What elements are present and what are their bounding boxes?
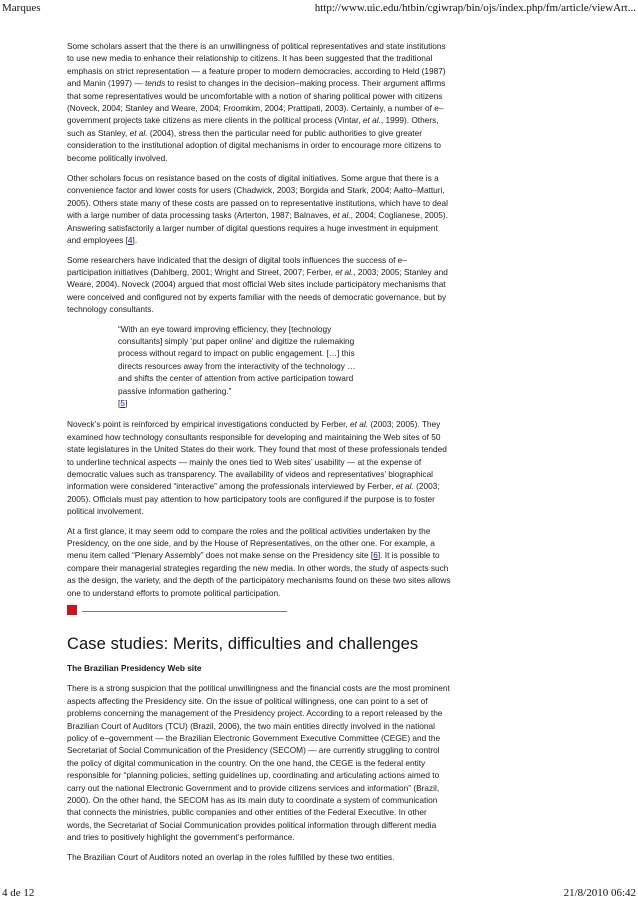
footnote-link[interactable]: 5: [120, 397, 125, 408]
text-run: (2003; 2005). Officials must pay attention to how participatory tools are configured if the purpose is to foster political involvement.: [67, 481, 440, 517]
print-timestamp: 21/8/2010 06:42: [563, 887, 636, 899]
text-run: At a first glance, it may seem odd to compare the roles and the political activities undertaken by the Presidency, on the one side, and by the House of Representatives, on the other one. For example, a menu item called “Plenary Assembly” does not make sense on the Presidency site [: [67, 525, 435, 561]
text-run: Other scholars focus on resistance based on the costs of digital initiatives. Some argue that there is a convenience factor and lower costs for users (Chadwick, 2003; Borgida and Stark, 2004; Aalto–Matturi, 2005). Others state many of these costs are passed on to representative institutions, which have to deal with a large number of data processing tasks (Arterton, 1987; Balnaves,: [67, 173, 448, 221]
paragraph: There is a strong suspicion that the political unwillingness and the financial costs are the most prominent aspects affecting the Presidency site. On the issue of political willingness, one can point to a set of problems concerning the management of the Presidency project. According to a report released by the Brazilian Court of Auditors (TCU) (Brazil, 2006), the two main entities directly involved in the national policy of e–government — the Brazilian Electronic Government Executive Committee (CEGE) and the Secretariat of Social Communication of the Presidency (SECOM) — are currently struggling to control the policy of digital communication in the country. On the one hand, the CEGE is the federal entity responsible for “planning policies, setting guidelines up, coordinating and articulating actions aimed to carry out the national Electronic Government and to provide citizens services and information” (Brazil, 2000). On the other hand, the SECOM has as its main duty to coordinate a system of communication that connects the ministries, public companies and other entities of the Federal Executive. In other words, the Secretariat of Social Communication provides political information through different media and tries to positively highlight the government’s performance.: [67, 683, 450, 843]
print-footer: [2, 887, 636, 900]
block-quote: [118, 323, 368, 410]
text-run: , 2003; 2005; Stanley and Weare, 2004). Noveck (2004) argued that most official Web sites include participatory mechanisms that were conceived and configured not by experts familiar with the needs of democratic governance, but by technology consultants.: [67, 266, 448, 315]
print-header-url: http://www.uic.edu/htbin/cgiwrap/bin/ojs/index.php/fm/article/viewArt...: [314, 2, 636, 14]
text-run: Noveck’s point is reinforced by empirical investigations conducted by Ferber,: [67, 419, 351, 430]
text-run: , 2004; Coglianese, 2005). Answering satisfactorily a larger number of digital questions requires a huge investment in equipment and employees [: [67, 210, 448, 246]
print-header-title: Marques: [2, 2, 41, 14]
emphasis: et al.: [332, 210, 351, 221]
emphasis: tends: [144, 78, 166, 89]
paragraph: The Brazilian Court of Auditors noted an overlap in the roles fulfilled by these two entities.: [67, 851, 395, 862]
footnote-link[interactable]: 4: [127, 235, 133, 246]
text-run: ]. It is possible to compare their managerial strategies regarding the new media. In other words, the study of aspects such as the design, the variety, and the depth of the participatory mechanisms found on these two sites allows one to understand efforts to promote political participation.: [67, 550, 451, 598]
text-run: [: [118, 397, 121, 408]
section-divider: [67, 605, 287, 615]
text-run: to resist to changes in the decision–making process. Their argument affirms that some representatives would be uncomfortable with a notion of sharing political power with citizens (Noveck, 2004; Stanley and Weare, 2004; Froomkim, 2004; Prattipati, 2003). Certainly, a number of e–government projects take citizens as mere clients in the political process (Vintar,: [67, 78, 446, 126]
divider-line: [82, 611, 287, 612]
paragraph: [67, 40, 451, 164]
text-run: Some scholars assert that the there is an unwillingness of political representatives and state institutions to use new media to enhance their relationship to citizens. It has been suggested that the traditional emphasis on strict representation — a feature proper to modern democracies, according to Held (1987) and Manin (1997) —: [67, 41, 446, 89]
emphasis: et al.: [395, 481, 414, 492]
text-run: (2003; 2005). They examined how technology consultants responsible for developing and maintaining the Web sites of 50 state legislatures in the United States do their work. They found that most of these professionals tended to underline technical aspects — mainly the ones tied to Web sites’ usability — at the expense of democratic values such as transparency. The availability of videos and representatives’ biographical information were considered “interactive” among the professionals interviewed by Ferber,: [67, 419, 447, 492]
footnote-link[interactable]: 6: [373, 550, 378, 561]
subsection-heading: The Brazilian Presidency Web site: [67, 663, 202, 673]
section-body: [67, 662, 451, 870]
paragraph: [67, 418, 451, 517]
divider-square-icon: [67, 605, 77, 615]
section-heading: Case studies: Merits, difficulties and challenges: [67, 635, 419, 653]
emphasis: et al.: [129, 127, 148, 138]
emphasis: et al.: [362, 115, 381, 126]
paragraph: [67, 254, 451, 316]
quote-text: “With an eye toward improving efficiency, they [technology consultants] simply ‘put paper online’ and digitize the rulemaking process without regard to impact on public engagement. […] this directs resources away from the interactivity of the technology … and shifts the center of attention from active participation toward passive information gathering.”: [118, 323, 356, 396]
text-run: (2004), stress then the particular need for public authorities to give greater consideration to the institutional adoption of digital mechanisms in order to encourage more citizens to become politically involved.: [67, 127, 442, 163]
article-body: [67, 40, 451, 606]
text-run: Some researchers have indicated that the design of digital tools influences the success of e–participation initiatives (Dahlberg, 2001; Wright and Street, 2007; Ferber,: [67, 254, 407, 277]
paragraph: [67, 172, 451, 246]
emphasis: et al.: [350, 419, 369, 430]
text-run: , 1999). Others, such as Stanley,: [67, 115, 439, 138]
emphasis: et al.: [335, 266, 354, 277]
text-run: ].: [132, 235, 138, 246]
text-run: ]: [124, 397, 128, 408]
page-count: 4 de 12: [2, 887, 35, 899]
paragraph: [67, 525, 451, 599]
